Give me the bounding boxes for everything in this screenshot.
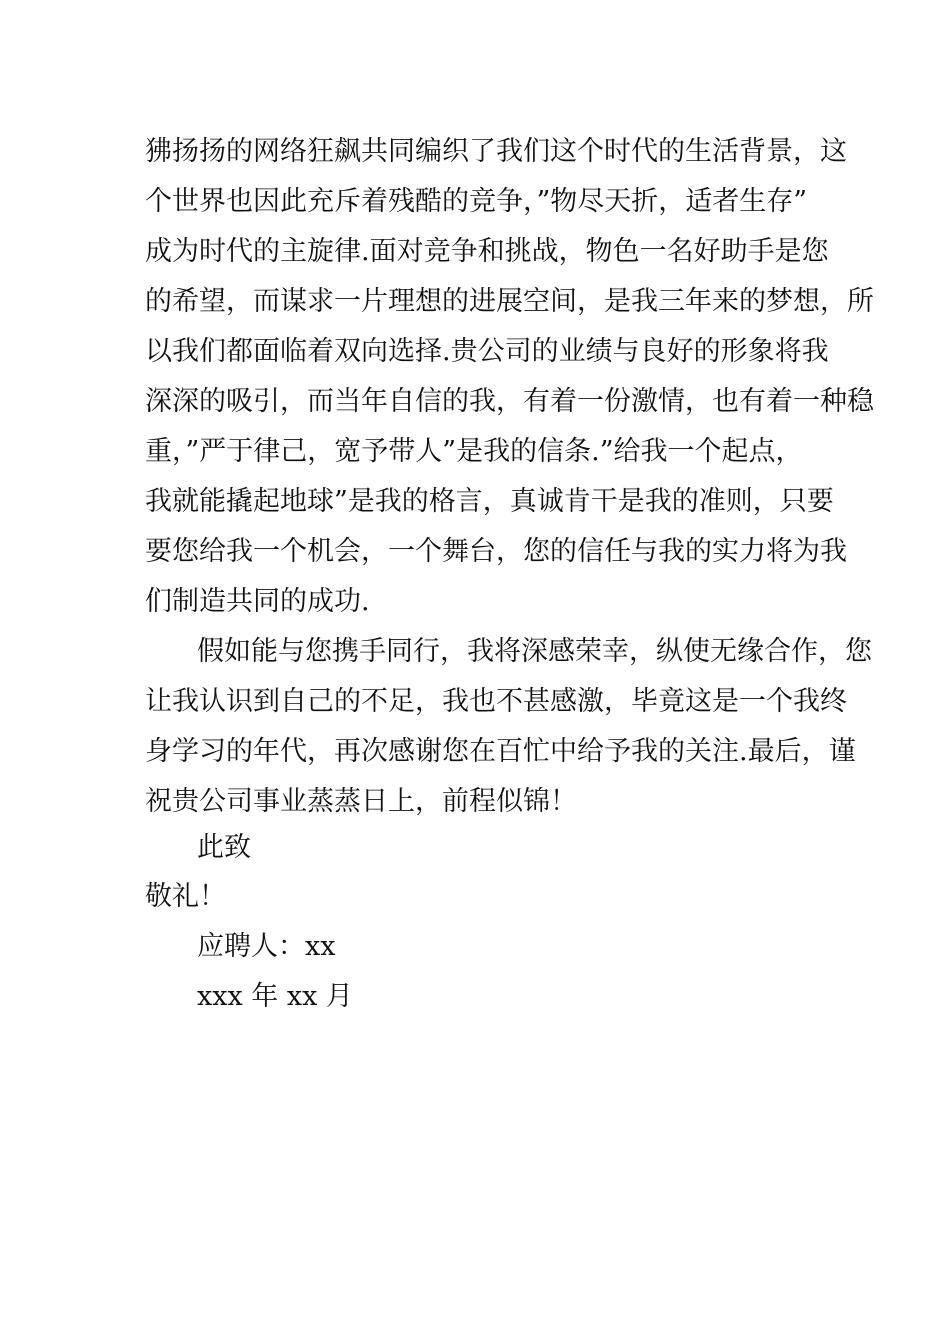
salutation: 此致 [197,832,251,863]
paragraph-1-line-2: 个世界也因此充斥着残酷的竞争，”物尽天折，适者生存” [145,186,808,217]
applicant-signature: 应聘人：xx [197,931,336,962]
paragraph-2 [145,627,872,827]
paragraph-1-line-3: 成为时代的主旋律.面对竞争和挑战，物色一名好助手是您 [145,236,829,267]
paragraph-2-line-2: 让我认识到自己的不足，我也不甚感激，毕竟这是一个我终 [145,686,847,717]
paragraph-1-line-1: 狒扬扬的网络狂飙共同编织了我们这个时代的生活背景，这 [145,136,847,167]
paragraph-1-line-10: 们制造共同的成功. [145,586,370,617]
paragraph-1-line-5: 以我们都面临着双向选择.贵公司的业绩与良好的形象将我 [145,336,829,367]
letter-date: xxx 年 xx 月 [197,981,353,1012]
paragraph-1-line-6: 深深的吸引，而当年自信的我，有着一份激情，也有着一种稳 [145,386,874,417]
paragraph-2-line-1: 假如能与您携手同行，我将深感荣幸，纵使无缘合作，您 [197,636,872,667]
paragraph-1-line-4: 的希望，而谋求一片理想的进展空间，是我三年来的梦想，所 [145,286,874,317]
paragraph-1-line-8: 我就能撬起地球”是我的格言，真诚肯干是我的准则，只要 [145,486,834,517]
paragraph-2-line-3: 身学习的年代，再次感谢您在百忙中给予我的关注.最后，谨 [145,736,856,767]
paragraph-1-line-7: 重，”严于律己，宽予带人”是我的信条.”给我一个起点， [145,436,803,467]
paragraph-1-line-9: 要您给我一个机会，一个舞台，您的信任与我的实力将为我 [145,536,847,567]
paragraph-1 [145,127,874,627]
paragraph-2-line-4: 祝贵公司事业蒸蒸日上，前程似锦！ [145,786,577,817]
regards: 敬礼！ [145,881,226,912]
